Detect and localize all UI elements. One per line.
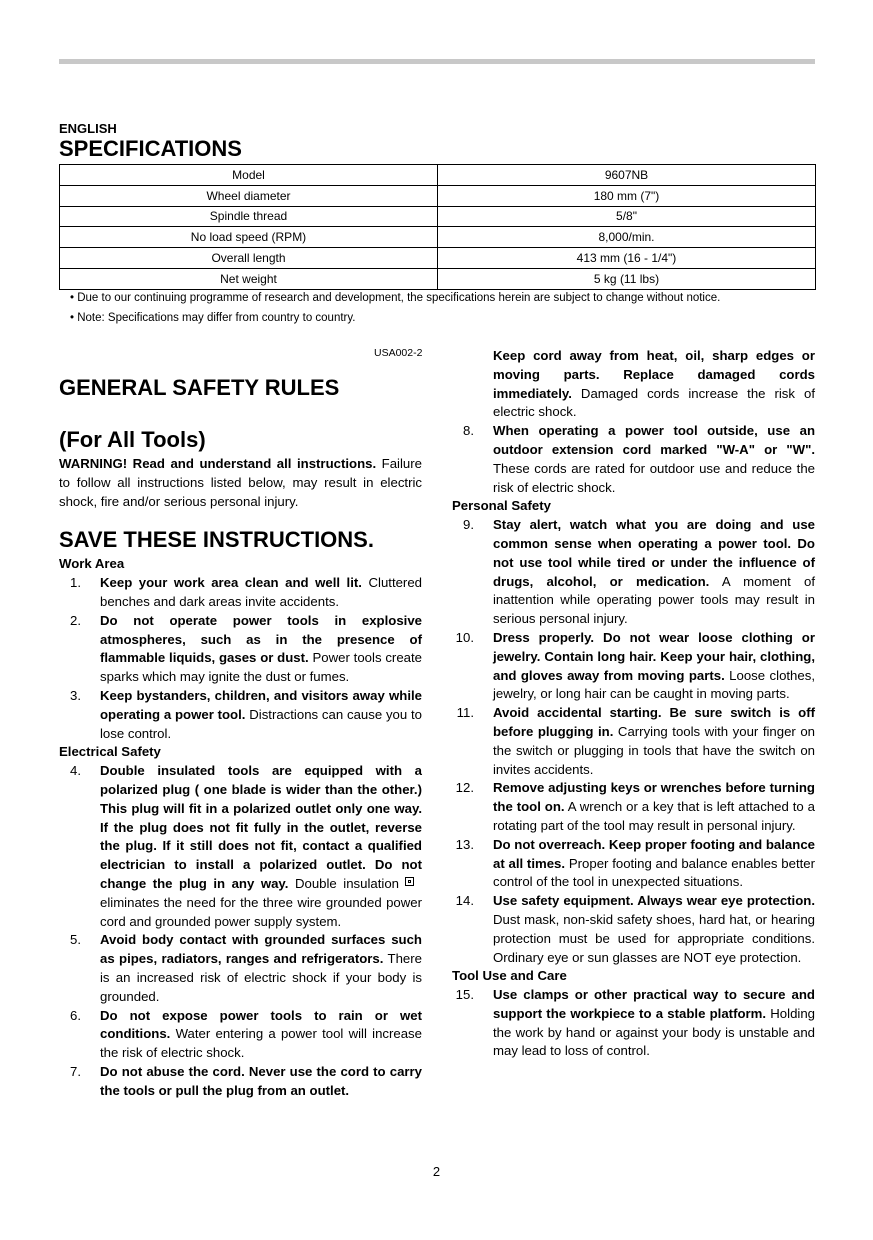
item-number: 14. [455, 893, 474, 909]
item-number: 7. [70, 1063, 81, 1079]
list-item [452, 629, 815, 704]
spec-value: 8,000/min. [438, 227, 816, 248]
table-row [60, 268, 816, 289]
item-number: 2. [70, 612, 81, 628]
page-number: 2 [432, 1164, 441, 1179]
right-column [452, 347, 815, 1061]
item-text: Power tools create sparks which may ignite the dust or fumes. [100, 650, 422, 685]
double-insulation-icon [405, 877, 414, 886]
item-bold: Do not overreach. Keep proper footing and balance at all times. [493, 836, 815, 871]
item-bold: Stay alert, watch what you are doing and use common sense when operating a power tool. Do not use tool while tired or under the influence of drugs, alcohol, or medication. [493, 517, 815, 589]
section-heading: Personal Safety [452, 498, 551, 514]
item-text: A moment of inattention while operating power tools may result in serious personal injury. [493, 573, 815, 627]
item-text: These cords are rated for outdoor use and reduce the risk of electric shock. [493, 460, 815, 495]
item-number: 10. [455, 629, 474, 645]
list-item [452, 516, 815, 629]
item-bold: Use clamps or other practical way to secure and support the workpiece to a stable platform. [493, 987, 815, 1021]
left-column [59, 369, 422, 1101]
item-number: 4. [70, 763, 81, 779]
item-text: Dust mask, non-skid safety shoes, hard hat, or hearing protection must be used for appropriate conditions. Ordinary eye or sun glasses are NOT eye protection. [493, 911, 815, 965]
item-number: 15. [455, 987, 474, 1003]
list-item [452, 422, 815, 497]
list-item [59, 931, 422, 1006]
list-item [452, 892, 815, 967]
spec-label: Spindle thread [60, 206, 438, 227]
section-heading: Electrical Safety [59, 744, 161, 760]
list-item [452, 779, 815, 835]
spec-value: 5 kg (11 lbs) [438, 268, 816, 289]
list-item [59, 1063, 422, 1101]
item-bold: Keep cord away from heat, oil, sharp edges or moving parts. Replace damaged cords immediately. [493, 348, 815, 401]
safety-title: GENERAL SAFETY RULES [59, 375, 340, 400]
spec-label: No load speed (RPM) [60, 227, 438, 248]
list-item-continued [452, 347, 815, 422]
item-number: 1. [70, 575, 81, 591]
item-number: 8. [463, 423, 474, 439]
save-instructions-heading: SAVE THESE INSTRUCTIONS. [59, 527, 374, 553]
item-bold: Remove adjusting keys or wrenches before turning the tool on. [493, 780, 815, 815]
list-item [452, 986, 815, 1061]
item-text: Carrying tools with your finger on the switch or plugging in tools that have the switch on invites accidents. [493, 723, 815, 777]
table-row [60, 185, 816, 206]
table-row [60, 165, 816, 186]
warning-bold: WARNING! Read and understand all instructions. [59, 456, 377, 471]
item-number: 5. [70, 932, 81, 948]
item-bold: Double insulated tools are equipped with a polarized plug ( one blade is wider than the other.) This plug will fit in a polarized outlet only one way. If the plug does not fit fully in the outlet, reverse the plug. If it still does not fit, contact a qualified electrician to install a polarized outlet. Do not change the plug in any way. [100, 763, 422, 891]
spec-label: Overall length [60, 248, 438, 269]
item-text-after: eliminates the need for the three wire grounded power cord and grounded power supply system. [100, 894, 422, 929]
list-item [59, 687, 422, 743]
item-text: Double insulation [288, 875, 400, 891]
item-bold: Avoid body contact with grounded surfaces such as pipes, radiators, ranges and refrigerators. [100, 932, 422, 967]
table-row [60, 227, 816, 248]
spec-label: Wheel diameter [60, 185, 438, 206]
warning-text: Failure to follow all instructions listed below, may result in electric shock, fire and/or serious personal injury. [59, 456, 422, 509]
item-text: Loose clothes, jewelry, or long hair can be caught in moving parts. [493, 667, 815, 702]
document-code: USA002-2 [374, 347, 423, 359]
item-text: A wrench or a key that is left attached to a rotating part of the tool may result in personal injury. [493, 799, 815, 833]
item-bold: Do not expose power tools to rain or wet conditions. [100, 1007, 422, 1042]
item-text: Distractions can cause you to lose control. [100, 706, 422, 741]
item-number: 11. [456, 705, 474, 721]
spec-note: • Note: Specifications may differ from country to country. [70, 312, 356, 324]
item-text: Damaged cords increase the risk of electric shock. [493, 385, 815, 420]
specifications-title: SPECIFICATIONS [59, 136, 242, 161]
item-bold: Use safety equipment. Always wear eye protection. [493, 893, 815, 909]
item-bold: When operating a power tool outside, use an outdoor extension cord marked "W-A" or "W". [493, 423, 815, 457]
spec-note: • Due to our continuing programme of research and development, the specifications herein are subject to change without notice. [70, 292, 721, 304]
spec-label: Model [60, 165, 438, 186]
spec-value: 413 mm (16 - 1/4") [438, 248, 816, 269]
item-bold: Dress properly. Do not wear loose clothing or jewelry. Contain long hair. Keep your hair, clothing, and gloves away from moving parts. [493, 629, 815, 683]
spec-value: 180 mm (7") [438, 185, 816, 206]
item-number: 9. [463, 517, 474, 533]
item-number: 6. [70, 1007, 81, 1023]
item-text: Water entering a power tool will increase the risk of electric shock. [100, 1026, 422, 1061]
item-number: 3. [70, 687, 81, 703]
list-item [452, 836, 815, 892]
safety-subtitle: (For All Tools) [59, 427, 206, 452]
table-row [60, 206, 816, 227]
list-item [59, 762, 422, 931]
list-item [452, 704, 815, 779]
language-label: ENGLISH [59, 121, 117, 136]
item-bold: Do not operate power tools in explosive atmospheres, such as in the presence of flammable liquids, gases or dust. [100, 612, 422, 666]
specifications-table [59, 164, 816, 290]
list-item [59, 1007, 422, 1063]
item-text: Proper footing and balance enables better control of the tool in unexpected situations. [493, 855, 815, 890]
item-bold: Keep your work area clean and well lit. [100, 575, 362, 591]
item-number: 13. [455, 836, 474, 852]
item-text: There is an increased risk of electric shock if your body is grounded. [100, 951, 422, 1004]
table-row [60, 248, 816, 269]
item-number: 12. [455, 780, 474, 796]
list-item [59, 612, 422, 687]
list-item [59, 574, 422, 612]
warning-paragraph [59, 455, 422, 511]
header-rule [59, 59, 815, 64]
section-heading: Work Area [59, 556, 125, 572]
item-bold: Avoid accidental starting. Be sure switch is off before plugging in. [493, 705, 815, 739]
section-heading: Tool Use and Care [452, 968, 567, 984]
item-text: Cluttered benches and dark areas invite accidents. [100, 575, 422, 609]
spec-label: Net weight [60, 268, 438, 289]
spec-value: 5/8" [438, 206, 816, 227]
item-bold: Do not abuse the cord. Never use the cord to carry the tools or pull the plug from an outlet. [100, 1063, 422, 1098]
spec-value: 9607NB [438, 165, 816, 186]
item-bold: Keep bystanders, children, and visitors away while operating a power tool. [100, 687, 422, 722]
item-text: Holding the work by hand or against your body is unstable and may lead to loss of control. [493, 1005, 815, 1059]
